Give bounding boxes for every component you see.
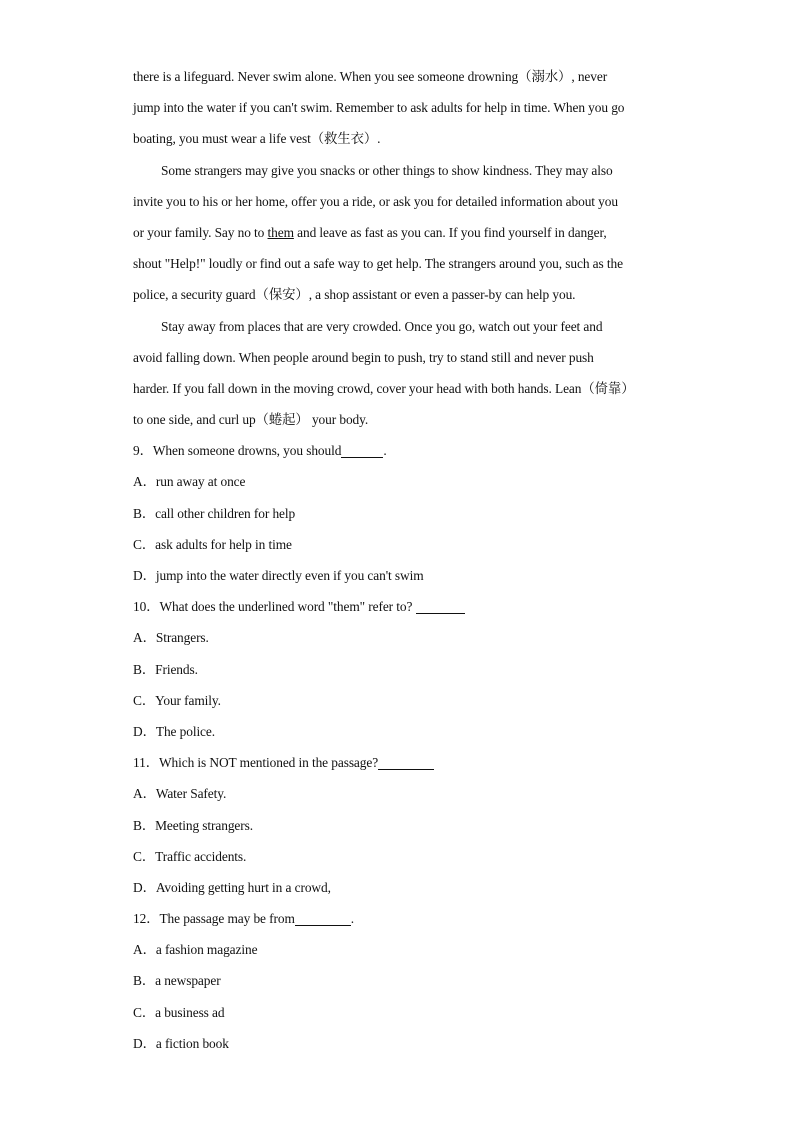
passage-line: Some strangers may give you snacks or other things to show kindness. They may also (161, 162, 613, 178)
passage-text: or your family. Say no to (133, 224, 268, 240)
passage-paragraph-strangers (133, 155, 678, 311)
question-9 (133, 435, 678, 591)
question-text: 11．Which is NOT mentioned in the passage? (133, 755, 379, 771)
answer-blank[interactable] (416, 597, 465, 614)
option-b[interactable]: B．a newspaper (133, 973, 221, 989)
passage-line: shout "Help!" loudly or find out a safe way to get help. The strangers around you, such as the (133, 256, 623, 272)
option-a[interactable]: A．Water Safety. (133, 786, 227, 802)
passage-line (133, 217, 678, 248)
passage-paragraph-water-safety (133, 61, 678, 155)
passage-line: harder. If you fall down in the moving crowd, cover your head with both hands. Lean（倚靠） (133, 380, 635, 396)
option-d[interactable]: D．jump into the water directly even if you can't swim (133, 568, 424, 583)
option-b[interactable]: B．Meeting strangers. (133, 817, 253, 833)
question-text-end: . (383, 443, 387, 459)
question-stem (133, 747, 678, 778)
option-b[interactable]: B．call other children for help (133, 505, 296, 521)
option-c[interactable]: C．ask adults for help in time (133, 536, 292, 552)
option-c[interactable]: C．Traffic accidents. (133, 848, 247, 864)
question-stem (133, 591, 678, 622)
passage-line: police, a security guard（保安）, a shop assistant or even a passer-by can help you. (133, 287, 576, 303)
question-text: 12．The passage may be from (133, 911, 295, 927)
question-10 (133, 591, 678, 747)
question-12 (133, 903, 678, 1059)
passage-paragraph-crowds (133, 311, 678, 436)
passage-line: avoid falling down. When people around begin to push, try to stand still and never push (133, 349, 594, 365)
answer-blank[interactable] (295, 909, 351, 926)
question-text: 10．What does the underlined word "them" refer to? (133, 599, 416, 615)
option-d[interactable]: D．The police. (133, 723, 215, 739)
question-11 (133, 747, 678, 903)
question-text-end: . (350, 911, 355, 927)
underlined-word-them: them (267, 224, 294, 240)
question-text: 9．When someone drowns, you should (133, 443, 342, 459)
option-a[interactable]: A．run away at once (133, 474, 246, 490)
option-a[interactable]: A．Strangers. (133, 630, 209, 646)
passage-line: there is a lifeguard. Never swim alone. When you see someone drowning（溺水）, never (133, 69, 608, 84)
option-d[interactable]: D．Avoiding getting hurt in a crowd, (133, 879, 331, 895)
question-stem (133, 903, 678, 934)
option-c[interactable]: C．a business ad (133, 1004, 225, 1020)
passage-line: jump into the water if you can't swim. Remember to ask adults for help in time. When you go (133, 100, 625, 116)
answer-blank[interactable] (378, 753, 434, 770)
passage-line: to one side, and curl up（蜷起） your body. (133, 412, 369, 428)
passage-line: boating, you must wear a life vest（救生衣）. (133, 131, 381, 147)
option-b[interactable]: B．Friends. (133, 661, 198, 677)
passage-line: Stay away from places that are very crowded. Once you go, watch out your feet and (161, 318, 603, 334)
passage-text: and leave as fast as you can. If you find yourself in danger, (293, 224, 607, 240)
option-d[interactable]: D．a fiction book (133, 1035, 229, 1051)
question-stem (133, 435, 678, 466)
passage-line: invite you to his or her home, offer you a ride, or ask you for detailed information about you (133, 193, 618, 209)
page-content (133, 61, 678, 1059)
option-a[interactable]: A．a fashion magazine (133, 942, 258, 958)
option-c[interactable]: C．Your family. (133, 692, 221, 708)
answer-blank[interactable] (341, 441, 383, 458)
